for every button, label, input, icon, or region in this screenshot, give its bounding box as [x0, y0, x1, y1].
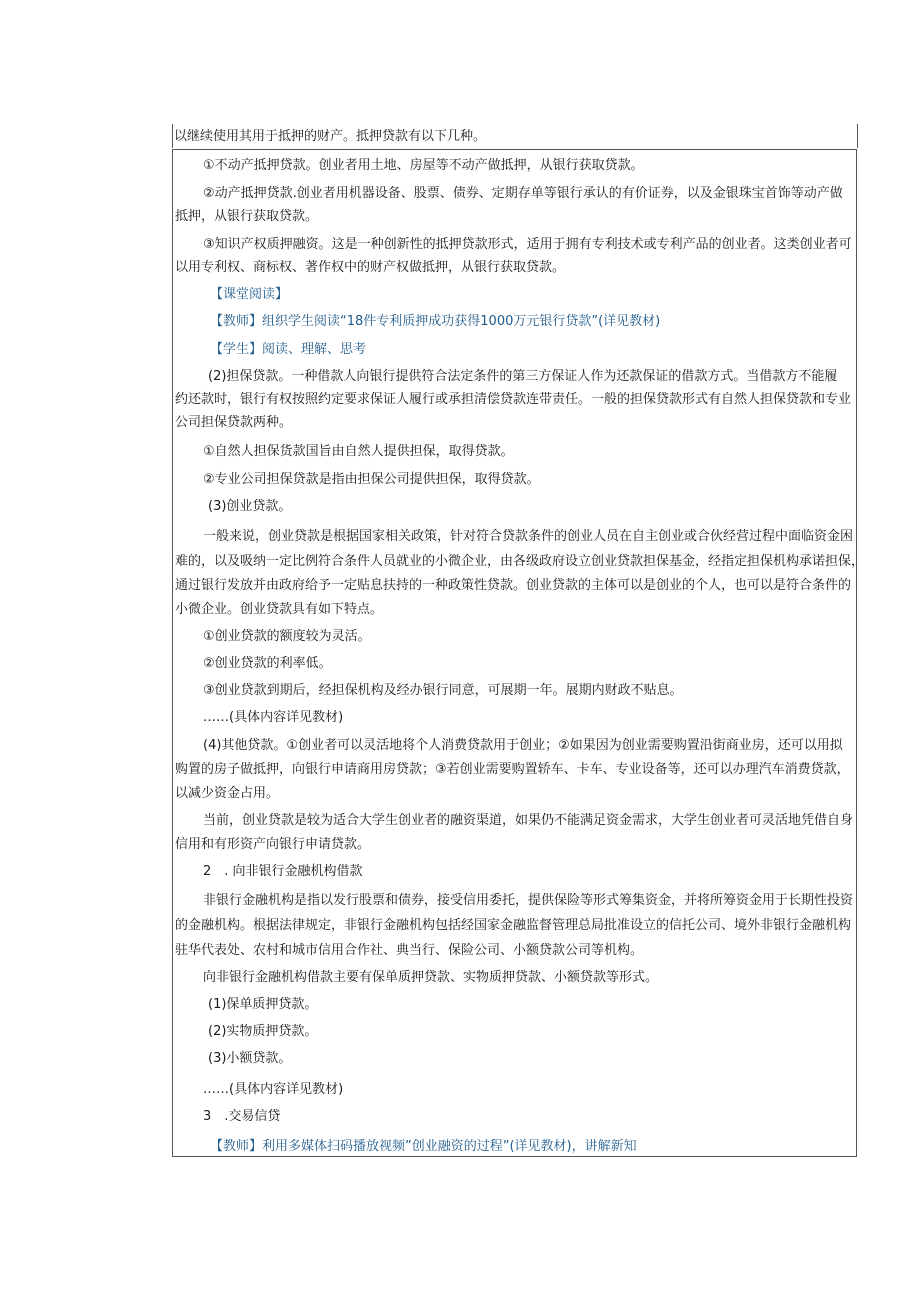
student-activity: 【学生】阅读、理解、思考: [210, 342, 367, 357]
item-policy-pledge: (1)保单质押贷款。: [208, 997, 318, 1012]
paragraph-guarantee-loan-cont1: 约还款时，银行有权按照约定要求保证人履行或承担清偿贷款连带责任。一般的担保贷款形式有自然人担保贷款和专业: [175, 392, 852, 407]
see-textbook-note: ……(具体内容详见教材): [203, 710, 344, 725]
section-heading-trade-credit: 3 .交易信贷: [203, 1109, 281, 1124]
paragraph-other-loans-cont2: 以减少资金占用。: [175, 786, 280, 801]
paragraph-guarantee-loan-cont2: 公司担保贷款两种。: [175, 415, 293, 430]
paragraph-immovable-mortgage: ①不动产抵押贷款。创业者用土地、房屋等不动产做抵押，从银行获取贷款。: [203, 158, 644, 173]
feature-extension: ③创业贷款到期后，经担保机构及经办银行同意，可展期一年。展期内财政不贴息。: [203, 683, 683, 698]
paragraph-company-guarantee: ②专业公司担保贷款是指由担保公司提供担保，取得贷款。: [203, 472, 540, 487]
paragraph-ip-pledge: ③知识产权质押融资。这是一种创新性的抵押贷款形式，适用于拥有专利技术或专利产品的创业者。这类创业者可: [203, 237, 852, 252]
paragraph-nonbank-definition-cont2: 驻华代表处、农村和城市信用合作社、典当行、保险公司、小额贷款公司等机构。: [175, 943, 644, 958]
feature-low-rate: ②创业贷款的利率低。: [203, 656, 332, 671]
paragraph-current-channel-cont: 信用和有形资产向银行申请贷款。: [175, 837, 371, 852]
paragraph-movable-mortgage: ②动产抵押贷款.创业者用机器设备、股票、债券、定期存单等银行承认的有价证券，以及金银珠宝首饰等动产做: [203, 186, 843, 201]
paragraph-startup-loan-cont3: 小微企业。创业贷款具有如下特点。: [175, 602, 384, 617]
paragraph-nonbank-forms: 向非银行金融机构借款主要有保单质押贷款、实物质押贷款、小额贷款等形式。: [203, 970, 659, 985]
paragraph-other-loans-cont1: 购置的房子做抵押，向银行申请商用房贷款；③若创业需要购置轿车、卡车、专业设备等，还可以办理汽车消费贷款，: [175, 762, 850, 777]
section-heading-nonbank: 2 . 向非银行金融机构借款: [203, 864, 363, 879]
paragraph-startup-loan: 一般来说，创业贷款是根据国家相关政策，针对符合贷款条件的创业人员在自主创业或合伙经营过程中面临资金困: [203, 529, 854, 544]
paragraph-movable-mortgage-cont: 抵押，从银行获取贷款。: [175, 209, 319, 224]
paragraph-current-channel: 当前，创业贷款是较为适合大学生创业者的融资渠道，如果仍不能满足资金需求，大学生创业者可灵活地凭借自身: [203, 813, 854, 828]
paragraph-guarantee-loan: (2)担保贷款。一种借款人向银行提供符合法定条件的第三方保证人作为还款保证的借款方式。当借款方不能履: [208, 369, 838, 384]
paragraph-other-loans: (4)其他贷款。①创业者可以灵活地将个人消费贷款用于创业；②如果因为创业需要购置沿街商业房，还可以用拟: [203, 738, 843, 753]
class-reading-heading: 【课堂阅读】: [210, 287, 289, 302]
teacher-activity: 【教师】组织学生阅读“18件专利质押成功获得1000万元银行贷款”(详见教材): [210, 314, 661, 329]
item-physical-pledge: (2)实物质押贷款。: [208, 1024, 318, 1039]
paragraph-nonbank-definition: 非银行金融机构是指以发行股票和债券，接受信用委托，提供保险等形式筹集资金，并将所筹资金用于长期性投资: [203, 893, 854, 908]
teacher-video-activity: 【教师】利用多媒体扫码播放视频”创业融资的过程”(详见教材)，讲解新知: [210, 1139, 637, 1154]
paragraph-startup-loan-heading: (3)创业贷款。: [208, 499, 292, 514]
paragraph-startup-loan-cont2: 通过银行发放并由政府给予一定贴息扶持的一种政策性贷款。创业贷款的主体可以是创业的个人，也可以是符合条件的: [175, 578, 852, 593]
paragraph-startup-loan-cont1: 难的，以及吸纳一定比例符合条件人员就业的小微企业，由各级政府设立创业贷款担保基金，经指定担保机构承诺担保，: [175, 554, 865, 569]
paragraph-natural-person-guarantee: ①自然人担保货款国旨由自然人提供担保，取得贷款。: [203, 444, 514, 459]
paragraph-nonbank-definition-cont1: 的金融机构。根据法律规定，非银行金融机构包括经国家金融监督管理总局批准设立的信托公司、境外非银行金融机构: [175, 918, 852, 933]
paragraph-ip-pledge-cont: 以用专利权、商标权、著作权中的财产权做抵押，从银行获取贷款。: [175, 260, 566, 275]
intro-line: 以继续使用其用于抵押的财产。抵押贷款有以下几种。: [174, 129, 487, 144]
see-textbook-note-2: ……(具体内容详见教材): [203, 1082, 344, 1097]
feature-flexible-amount: ①创业贷款的额度较为灵活。: [203, 629, 371, 644]
item-microloan: (3)小额贷款。: [208, 1051, 292, 1066]
